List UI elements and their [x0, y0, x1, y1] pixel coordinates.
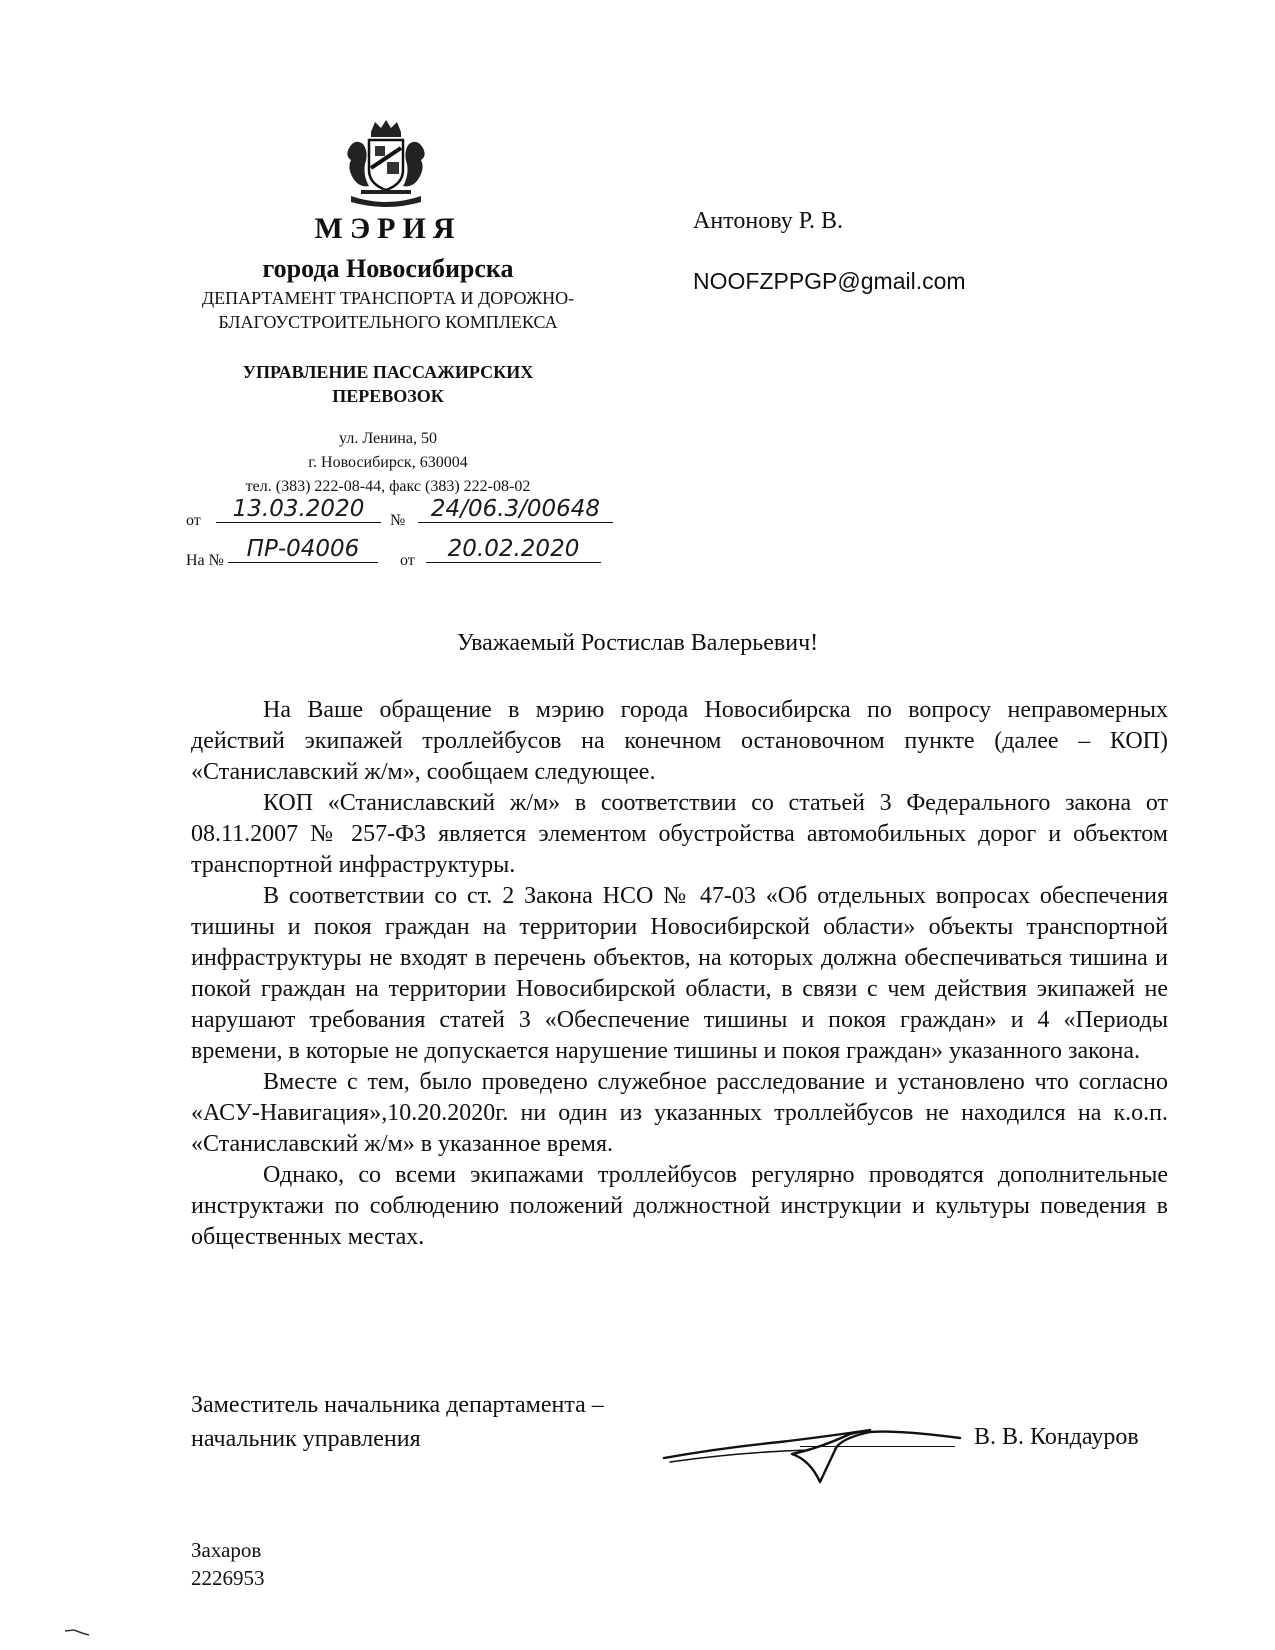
body-paragraph-1: На Ваше обращение в мэрию города Новосибирска по вопросу неправомерных действий экипажей троллейбусов на конечном остановочном пункте (далее – КОП) «Станиславский ж/м», сообщаем следующее.: [191, 697, 1168, 785]
signatory-name: В. В. Кондауров: [974, 1424, 1139, 1450]
reply-to-date-label: от: [400, 552, 415, 569]
reply-to-number-label: На №: [186, 552, 224, 569]
body-paragraph-5: Однако, со всеми экипажами троллейбусов регулярно проводятся дополнительные инструктажи по соблюдению положений должностной инструкции и культуры поведения в общественных местах.: [191, 1162, 1168, 1250]
reply-to-number: ПР-04006: [228, 536, 378, 563]
addressee-email: NOOFZPPGP@gmail.com: [693, 268, 966, 294]
city-coat-of-arms-icon: [341, 118, 431, 210]
body-paragraph-4: Вместе с тем, было проведено служебное расследование и установлено что согласно «АСУ-Навигация»,10.20.2020г. ни один из указанных троллейбусов не находился на к.о.п. «Станиславский ж/м» в указанное время.: [191, 1069, 1168, 1157]
reg-number: 24/06.3/00648: [418, 496, 613, 523]
org-city: города Новосибирска: [262, 254, 514, 283]
address-phone: тел. (383) 222-08-44, факс (383) 222-08-02: [245, 478, 531, 495]
scan-speck-icon: [64, 1628, 90, 1636]
reg-date: 13.03.2020: [216, 496, 381, 523]
division-name: УПРАВЛЕНИЕ ПАССАЖИРСКИХ ПЕРЕВОЗОК: [242, 362, 534, 406]
address-city: г. Новосибирск, 630004: [308, 454, 468, 471]
handwritten-signature-icon: [660, 1408, 970, 1488]
letter-body: [191, 695, 1168, 1253]
executor-name: Захаров: [191, 1538, 262, 1562]
salutation: Уважаемый Ростислав Валерьевич!: [456, 630, 819, 656]
signatory-title-line-1: Заместитель начальника департамента –: [191, 1392, 604, 1418]
department-name: ДЕПАРТАМЕНТ ТРАНСПОРТА И ДОРОЖНО-БЛАГОУСТРОИТЕЛЬНОГО КОМПЛЕКСА: [201, 288, 575, 332]
executor-phone: 2226953: [191, 1566, 265, 1590]
body-paragraph-3: В соответствии со ст. 2 Закона НСО № 47-03 «Об отдельных вопросах обеспечения тишины и покоя граждан на территории Новосибирской области» объекты транспортной инфраструктуры не входят в перечень объектов, на которых должна обеспечиваться тишина и покой граждан на территории Новосибирской области, в связи с чем действия экипажей не нарушают требования статей 3 «Обеспечение тишины и покоя граждан» и 4 «Периоды времени, в которые не допускается нарушение тишины и покоя граждан» указанного закона.: [191, 883, 1168, 1064]
address-street: ул. Ленина, 50: [339, 430, 437, 447]
reply-to-date: 20.02.2020: [426, 536, 601, 563]
addressee-name: Антонову Р. В.: [693, 208, 844, 234]
body-paragraph-2: КОП «Станиславский ж/м» в соответствии со статьей 3 Федерального закона от 08.11.2007 № 257-ФЗ является элементом обустройства автомобильных дорог и объектом транспортной инфраструктуры.: [191, 790, 1168, 878]
org-name: МЭРИЯ: [314, 212, 462, 245]
signatory-title-line-2: начальник управления: [191, 1426, 421, 1452]
reg-number-label: №: [390, 512, 406, 529]
reg-date-label: от: [186, 512, 201, 529]
